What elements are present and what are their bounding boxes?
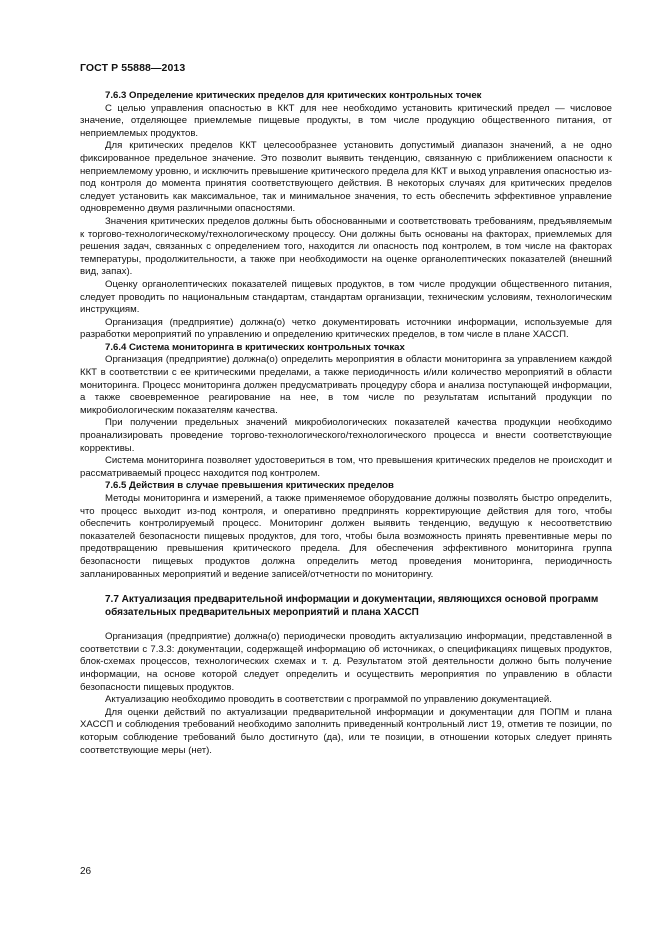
paragraph: Значения критических пределов должны быть обоснованными и соответствовать требованиям, предъявляемым к торгово-технологическому/технологическому процессу. Они должны быть основаны на факторах, приемлемых для решения задач, связанных с определением того, находится ли опасность под контролем, в том числе на факторах температуры, продолжительности, а также при необходимости на оценке органолептических показателей (внешний вид, запах). [80, 215, 612, 278]
paragraph: Актуализацию необходимо проводить в соответствии с программой по управлению документацией. [105, 694, 552, 706]
paragraph: Методы мониторинга и измерений, а также применяемое оборудование должны позволять быстро определить, что процесс выходит из-под контроля, и оперативно предпринять корректирующие действия для того, чтобы обеспечить контролируемый процесс. Мониторинг должен выявить тенденцию, ведущую к несоответствию показателей безопасности пищевых продуктов, для того, чтобы была возможность принять превентивные меры по предотвращению превышения критического предела. Для обеспечения эффективного мониторинга группа безопасности пищевых продуктов должна определить метод проведения мониторинга, периодичность запланированных мероприятий и ведение записей/отчетности по мониторингу. [80, 493, 612, 580]
paragraph: Для оценки действий по актуализации предварительной информации и документации для ПОПМ и плана ХАССП и соблюдения требований необходимо заполнить приведенный контрольный лист 19, отметив те позиции, по которым соблюдение требований было достигнуто (да), или те позиции, в отношении которых следует принять соответствующие меры (нет). [80, 706, 612, 756]
section-heading-7-7: 7.7 Актуализация предварительной информации и документации, являющихся основой программ обязательных предварительных мероприятий и плана ХАССП [105, 594, 599, 619]
page-number: 26 [80, 866, 92, 877]
document-header: ГОСТ Р 55888—2013 [80, 62, 186, 74]
paragraph: При получении предельных значений микробиологических показателей качества продукции необходимо проанализировать проведение торгово-технологического/технологического процесса и внести соответствующие коррективы. [80, 417, 612, 454]
document-body [80, 90, 612, 757]
paragraph: Система мониторинга позволяет удостовериться в том, что превышения критических пределов не происходит и рассматриваемый процесс находится под контролем. [80, 455, 612, 479]
paragraph: Организация (предприятие) должна(о) определить мероприятия в области мониторинга за управлением каждой ККТ в соответствии с ее критическими пределами, а также периодичность и/или количество мероприятий в области мониторинга. Процесс мониторинга должен предусматривать процедуру сбора и анализа поступающей информации, а также своевременное реагирование на нее, в том числе по результатам испытаний продукции по микробиологическим показателям качества. [80, 354, 612, 416]
paragraph: Организация (предприятие) должна(о) периодически проводить актуализацию информации, представленной в соответствии с 7.3.3: документации, содержащей информацию об источниках, о спецификациях пищевых продуктов, блок-схемах процессов, технологических схемах и т. д. Результатом этой деятельности должно быть получение информации, на основе которой следует определить и осуществить мероприятия по управлению в области безопасности пищевых продуктов. [80, 631, 612, 693]
paragraph: Для критических пределов ККТ целесообразнее установить допустимый диапазон значений, а не одно фиксированное предельное значение. Это позволит выявить тенденцию, связанную с приближением опасности к неприемлемому уровню, и исключить превышение критического предела для ККТ и выход управления опасностью из-под контроля до момента принятия соответствующего действия. В некоторых случаях для критических пределов следует установить как максимальное, так и минимальное значения, то есть обеспечить эффективное управление одновременно двумя различными опасностями. [80, 140, 612, 215]
paragraph: С целью управления опасностью в ККТ для нее необходимо установить критический предел — числовое значение, отделяющее приемлемые пищевые продукты, в том числе продукцию общественного питания, от неприемлемых продуктов. [80, 102, 612, 139]
paragraph: Оценку органолептических показателей пищевых продуктов, в том числе продукции общественного питания, следует проводить по национальным стандартам, стандартам организации, техническим условиям, технологическим инструкциям. [80, 278, 612, 316]
section-heading-7-6-3: 7.6.3 Определение критических пределов для критических контрольных точек [105, 90, 482, 101]
section-heading-7-6-5: 7.6.5 Действия в случае превышения критических пределов [105, 480, 394, 492]
paragraph: Организация (предприятие) должна(о) четко документировать источники информации, используемые для разработки мероприятий по управлению и определению критических пределов, в том числе в плане ХАССП. [80, 316, 612, 341]
section-heading-7-6-4: 7.6.4 Система мониторинга в критических контрольных точках [105, 341, 405, 353]
